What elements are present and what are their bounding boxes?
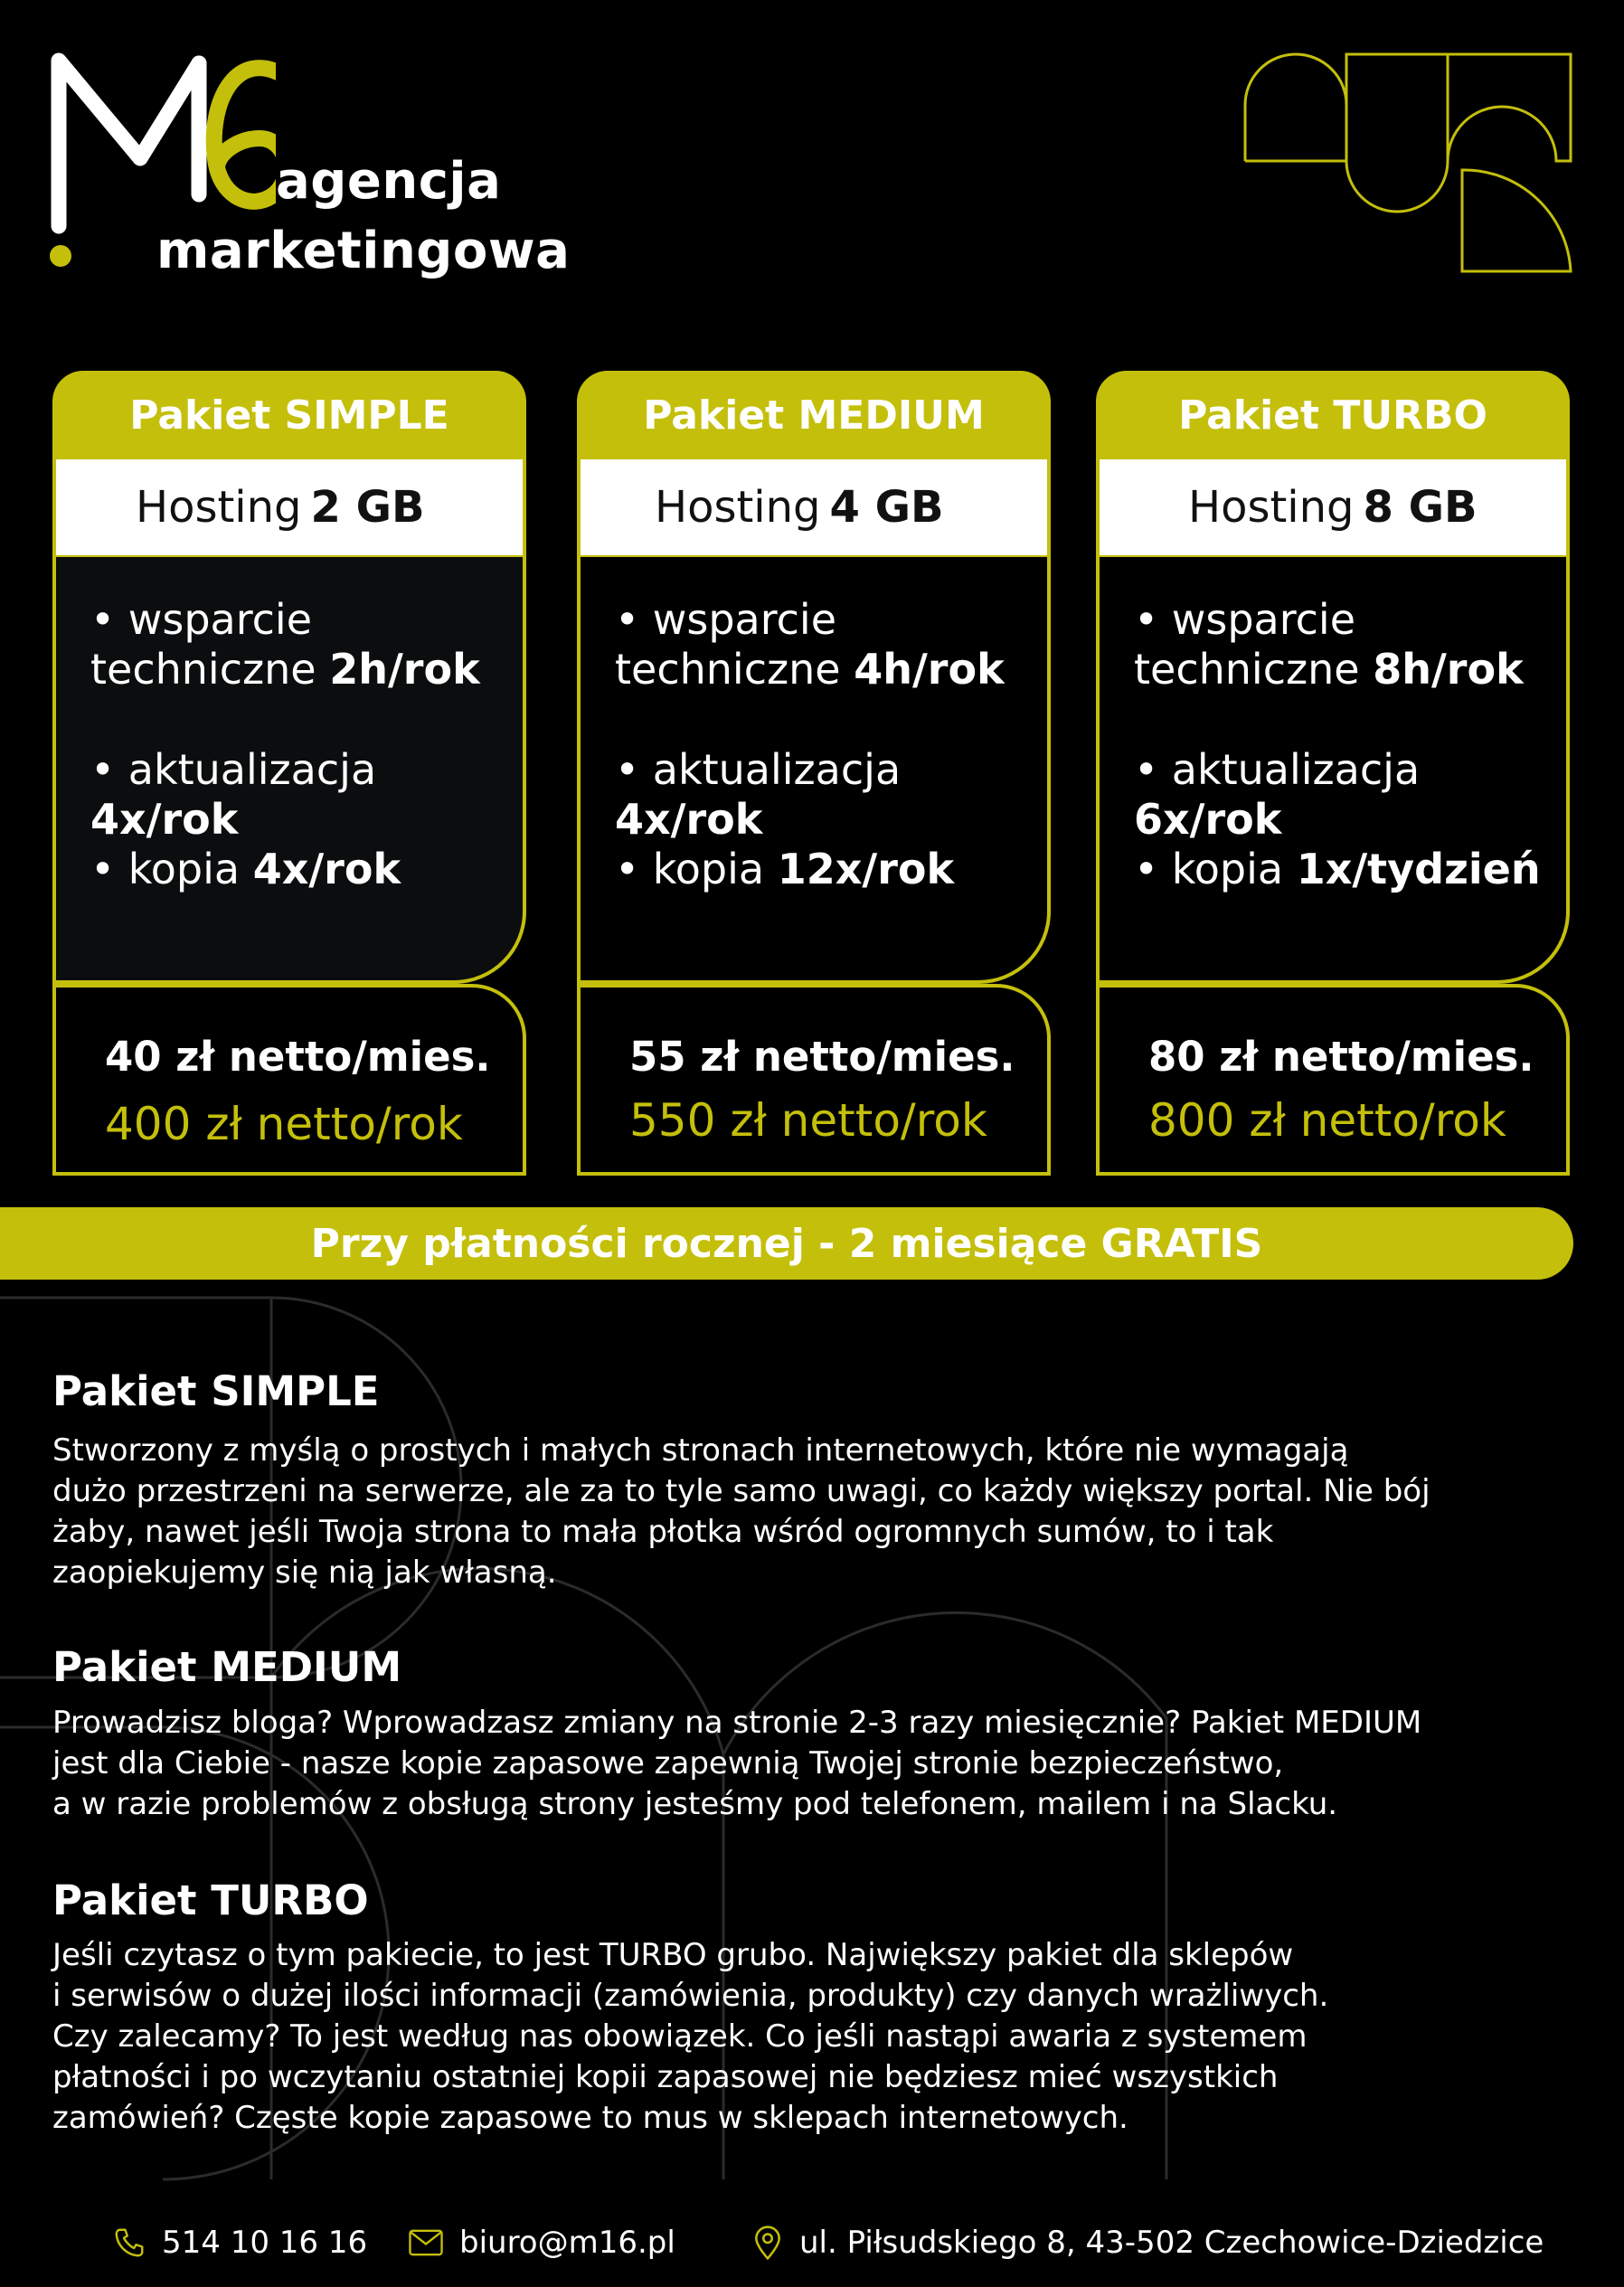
package-card-turbo bbox=[1096, 371, 1570, 1176]
feature-value: 6x/rok bbox=[1134, 795, 1282, 844]
price-yearly: 550 zł netto/rok bbox=[629, 1094, 987, 1147]
desc-body-simple bbox=[52, 1431, 1544, 1593]
feature-text: kopia bbox=[1171, 845, 1284, 893]
hosting-label: Hosting bbox=[1188, 482, 1355, 533]
feature-value: 12x/rok bbox=[777, 845, 955, 893]
feature-backup: • kopia 1x/tydzień bbox=[1134, 845, 1541, 893]
feature-value: 4x/rok bbox=[615, 795, 763, 844]
logo-line2: marketingowa bbox=[156, 222, 571, 280]
package-title: Pakiet MEDIUM bbox=[577, 371, 1051, 459]
features-panel bbox=[1096, 557, 1570, 984]
desc-line: jest dla Ciebie - nasze kopie zapasowe zapewnią Twojej stronie bezpieczeństwo, bbox=[52, 1745, 1284, 1781]
feature-value: 1x/tydzień bbox=[1296, 845, 1541, 893]
contact-phone[interactable] bbox=[113, 2225, 367, 2261]
feature-updates: • aktualizacja 4x/rok bbox=[615, 745, 902, 844]
hosting-value: 8 GB bbox=[1363, 482, 1478, 533]
desc-line: Jeśli czytasz o tym pakiecie, to jest TURBO grubo. Największy pakiet dla sklepów bbox=[52, 1937, 1294, 1973]
desc-title-simple: Pakiet SIMPLE bbox=[52, 1367, 380, 1415]
hosting-row bbox=[52, 459, 526, 559]
hosting-label: Hosting bbox=[136, 482, 302, 533]
address-text: ul. Piłsudskiego 8, 43-502 Czechowice-Dziedzice bbox=[799, 2225, 1544, 2261]
feature-updates: • aktualizacja 4x/rok bbox=[90, 745, 377, 844]
package-card-medium bbox=[577, 371, 1051, 1176]
phone-number: 514 10 16 16 bbox=[162, 2225, 368, 2261]
price-panel bbox=[577, 984, 1051, 1176]
desc-line: zamówień? Częste kopie zapasowe to mus w sklepach internetowych. bbox=[52, 2100, 1128, 2136]
price-panel bbox=[52, 984, 526, 1176]
logo bbox=[50, 50, 571, 294]
feature-text: wsparcie techniczne bbox=[1134, 595, 1360, 694]
features-panel bbox=[52, 557, 526, 984]
desc-line: płatności i po wczytaniu ostatniej kopii zapasowej nie będziesz mieć wszystkich bbox=[52, 2059, 1279, 2095]
feature-text: kopia bbox=[127, 845, 241, 893]
desc-line: Stworzony z myślą o prostych i małych stronach internetowych, które nie wymagają bbox=[52, 1432, 1349, 1469]
logo-line1: agencja bbox=[276, 152, 502, 211]
phone-icon bbox=[113, 2226, 146, 2259]
hosting-row bbox=[1096, 459, 1570, 559]
feature-value: 4h/rok bbox=[854, 645, 1005, 694]
contact-address[interactable] bbox=[752, 2225, 1544, 2261]
desc-line: Prowadzisz bloga? Wprowadzasz zmiany na stronie 2-3 razy miesięcznie? Pakiet MEDIUM bbox=[52, 1705, 1422, 1741]
feature-text: wsparcie techniczne bbox=[90, 595, 316, 694]
feature-text: aktualizacja bbox=[1171, 745, 1421, 794]
gratis-banner: Przy płatności rocznej - 2 miesiące GRATIS bbox=[0, 1207, 1573, 1280]
price-yearly: 400 zł netto/rok bbox=[105, 1098, 463, 1150]
contact-email[interactable] bbox=[409, 2225, 675, 2261]
price-yearly: 800 zł netto/rok bbox=[1148, 1094, 1506, 1147]
feature-text: wsparcie techniczne bbox=[615, 595, 841, 694]
feature-backup: • kopia 4x/rok bbox=[90, 845, 401, 893]
feature-support: • wsparcie techniczne 2h/rok bbox=[90, 595, 480, 694]
package-title: Pakiet SIMPLE bbox=[52, 371, 526, 459]
desc-line: zaopiekujemy się nią jak własną. bbox=[52, 1555, 557, 1591]
features-panel bbox=[577, 557, 1051, 984]
desc-line: dużo przestrzeni na serwerze, ale za to tyle samo uwagi, co każdy większy portal. Nie bój bbox=[52, 1473, 1430, 1509]
feature-text: aktualizacja bbox=[652, 745, 902, 794]
hosting-value: 4 GB bbox=[829, 482, 944, 533]
feature-text: aktualizacja bbox=[127, 745, 377, 794]
feature-value: 4x/rok bbox=[252, 845, 401, 893]
price-panel bbox=[1096, 984, 1570, 1176]
desc-line: a w razie problemów z obsługą strony jesteśmy pod telefonem, mailem i na Slacku. bbox=[52, 1786, 1338, 1822]
feature-value: 2h/rok bbox=[329, 645, 480, 694]
desc-line: i serwisów o dużej ilości informacji (zamówienia, produkty) czy danych wrażliwych. bbox=[52, 1978, 1329, 2014]
mail-icon bbox=[409, 2228, 443, 2257]
feature-backup: • kopia 12x/rok bbox=[615, 845, 955, 893]
price-monthly: 55 zł netto/mies. bbox=[629, 1033, 1015, 1081]
hosting-row bbox=[577, 459, 1051, 559]
desc-body-turbo bbox=[52, 1935, 1544, 2139]
desc-line: żaby, nawet jeśli Twoja strona to mała płotka wśród ogromnych sumów, to i tak bbox=[52, 1514, 1274, 1550]
feature-support: • wsparcie techniczne 8h/rok bbox=[1134, 595, 1524, 694]
feature-text: kopia bbox=[652, 845, 765, 893]
package-title: Pakiet TURBO bbox=[1096, 371, 1570, 459]
feature-value: 8h/rok bbox=[1373, 645, 1524, 694]
desc-title-turbo: Pakiet TURBO bbox=[52, 1876, 369, 1924]
price-monthly: 40 zł netto/mies. bbox=[105, 1033, 491, 1081]
footer-contacts bbox=[0, 2225, 1624, 2270]
location-pin-icon bbox=[752, 2226, 783, 2260]
feature-updates: • aktualizacja 6x/rok bbox=[1134, 745, 1421, 844]
decorative-pattern bbox=[1243, 52, 1573, 274]
desc-line: Czy zalecamy? To jest według nas obowiązek. Co jeśli nastąpi awaria z systemem bbox=[52, 2018, 1308, 2055]
price-monthly: 80 zł netto/mies. bbox=[1148, 1033, 1534, 1081]
hosting-label: Hosting bbox=[655, 482, 821, 533]
desc-body-medium bbox=[52, 1703, 1544, 1825]
email-address: biuro@m16.pl bbox=[459, 2225, 675, 2261]
hosting-value: 2 GB bbox=[310, 482, 425, 533]
package-card-simple bbox=[52, 371, 526, 1176]
desc-title-medium: Pakiet MEDIUM bbox=[52, 1643, 402, 1691]
feature-value: 4x/rok bbox=[90, 795, 239, 844]
feature-support: • wsparcie techniczne 4h/rok bbox=[615, 595, 1005, 694]
